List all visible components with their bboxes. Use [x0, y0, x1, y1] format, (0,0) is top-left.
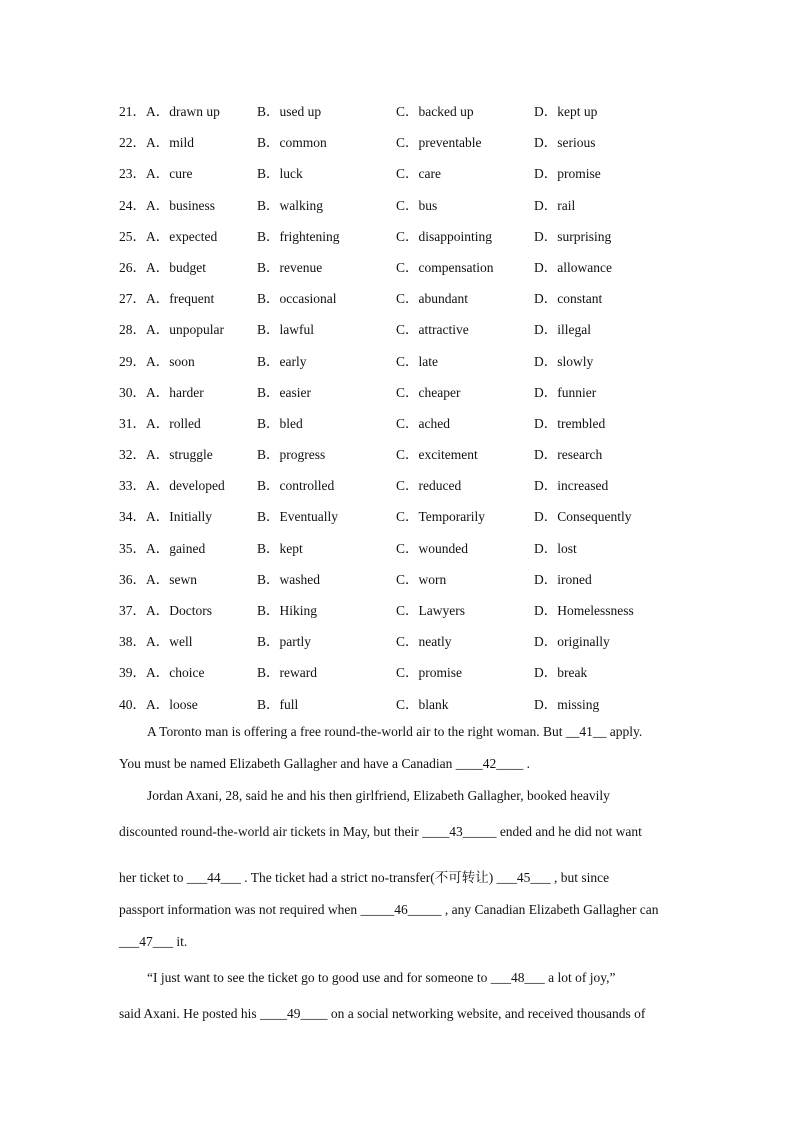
question-row	[119, 101, 679, 132]
option-d: D．increased	[534, 478, 609, 494]
passage-text: Jordan Axani, 28, said he and his then girlfriend, Elizabeth Gallagher, booked heavily	[147, 788, 610, 803]
option-c: C．excitement	[396, 447, 478, 463]
number-separator: ．	[132, 571, 146, 587]
passage-line-2	[119, 756, 530, 772]
option-a	[119, 538, 205, 560]
question-row	[119, 163, 679, 194]
option-c: C．Lawyers	[396, 603, 465, 618]
option-d: D．break	[534, 665, 588, 681]
question-number: 40	[119, 696, 133, 712]
option-b: B．full	[257, 696, 299, 712]
passage-text: ended and he did not want	[496, 824, 642, 839]
question-number: 33	[119, 478, 133, 494]
passage-text: A Toronto man is offering a free round-the-world air to the right woman. But	[147, 724, 566, 739]
option-b: B．controlled	[257, 478, 335, 494]
question-number: 28	[119, 322, 133, 338]
passage-text: it.	[173, 934, 188, 949]
option-d: D．originally	[534, 634, 610, 650]
blank-42: ____42____	[455, 756, 524, 771]
option-d: D．surprising	[534, 228, 612, 244]
passage-line-7	[119, 934, 187, 950]
option-d: D．rail	[534, 197, 576, 213]
option-a	[119, 351, 195, 373]
option-c: C．preventable	[396, 135, 482, 151]
option-d: D．trembled	[534, 415, 606, 431]
question-row	[119, 382, 679, 413]
option-c: C．cheaper	[396, 384, 461, 400]
question-row	[119, 319, 679, 350]
option-b: B．lawful	[257, 322, 314, 338]
option-text: A．cure	[146, 166, 193, 182]
blank-41: __41__	[565, 724, 607, 739]
question-number: 24	[119, 197, 133, 213]
option-c: C．disappointing	[396, 228, 493, 244]
passage-line-4	[119, 824, 642, 840]
option-a	[119, 475, 225, 497]
number-separator: ．	[132, 322, 146, 338]
option-a	[119, 132, 194, 154]
question-row	[119, 538, 679, 569]
option-a	[119, 694, 198, 716]
question-row	[119, 132, 679, 163]
question-row	[119, 413, 679, 444]
question-number: 29	[119, 353, 133, 369]
option-c: C．reduced	[396, 478, 462, 494]
passage-text: .	[523, 756, 531, 771]
option-text: A．developed	[146, 478, 225, 494]
option-a	[119, 226, 217, 248]
question-row	[119, 257, 679, 288]
option-b: B．kept	[257, 540, 303, 556]
option-a	[119, 506, 212, 528]
question-number: 31	[119, 415, 133, 431]
question-number: 39	[119, 665, 133, 681]
option-a	[119, 288, 214, 310]
number-separator: ．	[132, 540, 146, 556]
option-text: A．well	[146, 634, 193, 650]
question-number: 34	[119, 509, 133, 525]
option-c: C．late	[396, 353, 438, 369]
passage-text: , but since	[550, 870, 610, 885]
blank-49: ____49____	[260, 1006, 328, 1021]
passage-text: passport information was not required when	[119, 902, 361, 917]
blank-44: ___44___	[186, 870, 241, 885]
passage-line-5	[119, 866, 609, 886]
option-a	[119, 257, 206, 279]
option-text: A．expected	[146, 228, 218, 244]
passage-line-9	[119, 1006, 645, 1022]
option-c: C．neatly	[396, 634, 452, 650]
passage-text: discounted round-the-world air tickets in May, but their	[119, 824, 423, 839]
option-text: A．gained	[146, 540, 206, 556]
question-number: 38	[119, 634, 133, 650]
question-row	[119, 195, 679, 226]
option-c: C．compensation	[396, 259, 494, 275]
question-options-list	[119, 101, 679, 725]
question-row	[119, 694, 679, 725]
number-separator: ．	[132, 415, 146, 431]
number-separator: ．	[132, 384, 146, 400]
passage-text: said Axani. He posted his	[119, 1006, 260, 1021]
number-separator: ．	[132, 104, 146, 119]
passage-text: “I just want to see the ticket go to good use and for someone to	[147, 970, 491, 985]
passage-line-1	[119, 724, 642, 740]
option-d: D．illegal	[534, 322, 591, 338]
passage-text: apply.	[606, 724, 643, 739]
number-separator: ．	[132, 478, 146, 494]
option-text: A．soon	[146, 353, 195, 369]
option-text: A．choice	[146, 665, 205, 681]
option-d: D．constant	[534, 291, 603, 307]
option-a	[119, 444, 213, 466]
passage-line-3	[119, 788, 610, 804]
option-b: B．luck	[257, 166, 303, 182]
option-a	[119, 569, 197, 591]
option-text: A．Doctors	[146, 603, 212, 618]
option-c: C．ached	[396, 415, 450, 431]
option-text: A．unpopular	[146, 322, 224, 338]
option-d: D．missing	[534, 696, 600, 712]
option-b: B．washed	[257, 571, 320, 587]
passage-text: her ticket to	[119, 870, 187, 885]
option-a	[119, 319, 224, 341]
number-separator: ．	[132, 291, 146, 307]
option-d: D．Homelessness	[534, 603, 634, 618]
option-text: A．Initially	[146, 509, 212, 525]
option-b: B．walking	[257, 197, 323, 213]
option-c: C．attractive	[396, 322, 469, 338]
option-b: B．used up	[257, 104, 322, 119]
number-separator: ．	[132, 166, 146, 182]
option-b: B．occasional	[257, 291, 337, 307]
option-a	[119, 600, 212, 622]
passage-text: . The ticket had a strict no-transfer(不可转让)	[240, 870, 497, 885]
option-b: B．Hiking	[257, 603, 318, 618]
option-c: C．backed up	[396, 104, 474, 119]
number-separator: ．	[132, 696, 146, 712]
blank-47: ___47___	[119, 934, 173, 949]
option-d: D．kept up	[534, 104, 598, 119]
option-a	[119, 195, 215, 217]
question-number: 23	[119, 166, 133, 182]
blank-46: _____46_____	[360, 902, 442, 917]
question-number: 32	[119, 447, 133, 463]
option-b: B．Eventually	[257, 509, 338, 525]
question-number: 36	[119, 571, 133, 587]
passage-text: on a social networking website, and received thousands of	[327, 1006, 646, 1021]
option-a	[119, 631, 193, 653]
option-a	[119, 413, 201, 435]
question-number: 35	[119, 540, 133, 556]
question-number: 21	[119, 104, 133, 119]
option-d: D．Consequently	[534, 509, 632, 525]
passage-text: a lot of joy,”	[544, 970, 616, 985]
option-d: D．promise	[534, 166, 601, 182]
option-c: C．wounded	[396, 540, 468, 556]
passage-line-8	[119, 970, 616, 986]
option-b: B．common	[257, 135, 327, 151]
option-b: B．frightening	[257, 228, 340, 244]
option-text: A．loose	[146, 696, 198, 712]
number-separator: ．	[132, 353, 146, 369]
question-row	[119, 569, 679, 600]
question-row	[119, 631, 679, 662]
number-separator: ．	[132, 603, 146, 618]
option-a	[119, 101, 220, 123]
question-row	[119, 662, 679, 693]
option-c: C．blank	[396, 696, 449, 712]
option-d: D．allowance	[534, 259, 612, 275]
number-separator: ．	[132, 447, 146, 463]
option-c: C．bus	[396, 197, 438, 213]
question-number: 25	[119, 228, 133, 244]
question-number: 37	[119, 603, 133, 618]
option-a	[119, 662, 204, 684]
passage-text: , any Canadian Elizabeth Gallagher can	[441, 902, 659, 917]
passage-line-6	[119, 902, 658, 918]
blank-45: ___45___	[496, 870, 551, 885]
question-row	[119, 288, 679, 319]
blank-43: ____43_____	[422, 824, 497, 839]
option-d: D．serious	[534, 135, 596, 151]
number-separator: ．	[132, 197, 146, 213]
question-row	[119, 600, 679, 631]
option-text: A．budget	[146, 259, 206, 275]
blank-48: ___48___	[490, 970, 545, 985]
question-number: 27	[119, 291, 133, 307]
option-c: C．Temporarily	[396, 509, 486, 525]
option-c: C．worn	[396, 571, 447, 587]
question-number: 22	[119, 135, 133, 151]
number-separator: ．	[132, 135, 146, 151]
passage-text: You must be named Elizabeth Gallagher and have a Canadian	[119, 756, 456, 771]
option-b: B．bled	[257, 415, 303, 431]
option-d: D．ironed	[534, 571, 592, 587]
option-text: A．sewn	[146, 571, 197, 587]
option-b: B．partly	[257, 634, 311, 650]
question-row	[119, 506, 679, 537]
question-row	[119, 475, 679, 506]
option-c: C．promise	[396, 665, 462, 681]
number-separator: ．	[132, 509, 146, 525]
option-text: A．harder	[146, 384, 204, 400]
option-c: C．care	[396, 166, 441, 182]
option-d: D．slowly	[534, 353, 594, 369]
option-text: A．rolled	[146, 415, 201, 431]
number-separator: ．	[132, 665, 146, 681]
option-d: D．research	[534, 447, 603, 463]
option-text: A．struggle	[146, 447, 213, 463]
option-a	[119, 163, 192, 185]
option-text: A．frequent	[146, 291, 215, 307]
option-a	[119, 382, 204, 404]
number-separator: ．	[132, 634, 146, 650]
number-separator: ．	[132, 228, 146, 244]
option-d: D．lost	[534, 540, 577, 556]
option-b: B．early	[257, 353, 307, 369]
question-row	[119, 351, 679, 382]
option-text: A．mild	[146, 135, 195, 151]
question-row	[119, 226, 679, 257]
option-b: B．progress	[257, 447, 326, 463]
option-text: A．business	[146, 197, 216, 213]
question-number: 26	[119, 259, 133, 275]
option-b: B．reward	[257, 665, 317, 681]
number-separator: ．	[132, 259, 146, 275]
question-number: 30	[119, 384, 133, 400]
option-b: B．easier	[257, 384, 311, 400]
option-b: B．revenue	[257, 259, 323, 275]
question-row	[119, 444, 679, 475]
option-d: D．funnier	[534, 384, 597, 400]
option-c: C．abundant	[396, 291, 468, 307]
option-text: A．drawn up	[146, 104, 220, 119]
